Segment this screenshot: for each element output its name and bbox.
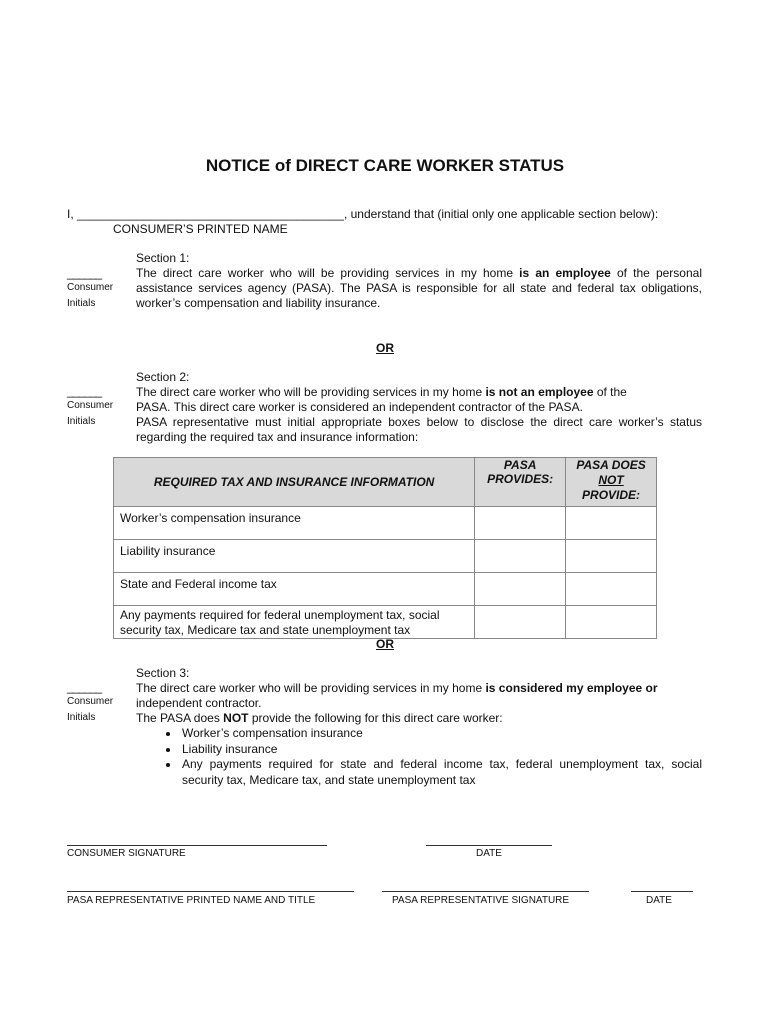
section1-text xyxy=(136,266,702,311)
initials-line[interactable]: ______ xyxy=(67,384,102,398)
section1-text-a: The direct care worker who will be providing services in my home xyxy=(136,266,520,280)
section3-bullet-list xyxy=(136,726,702,788)
initials-label-consumer: Consumer xyxy=(67,696,114,707)
or-label-1: OR xyxy=(376,341,394,355)
tax-insurance-table xyxy=(113,457,657,639)
initials-line[interactable]: ______ xyxy=(67,680,102,694)
intro-line xyxy=(67,207,658,221)
provides-box[interactable] xyxy=(475,573,566,606)
section3-line2-a: The PASA does xyxy=(136,711,224,725)
section2-bold: is not an employee xyxy=(485,385,594,399)
header-not-line2: NOT xyxy=(598,473,624,487)
section2-text xyxy=(136,385,702,445)
date1-label: DATE xyxy=(476,848,502,859)
section3-line2-bold: NOT xyxy=(223,711,249,725)
section1-bold: is an employee xyxy=(519,266,611,280)
section3-line2-b: provide the following for this direct care worker: xyxy=(248,711,503,725)
section1-heading: Section 1: xyxy=(136,251,190,265)
initials-label-consumer: Consumer xyxy=(67,400,114,411)
pasa-rep-signature-label: PASA REPRESENTATIVE SIGNATURE xyxy=(392,895,570,906)
section2-para1 xyxy=(136,385,656,415)
intro-suffix: , understand that (initial only one applicable section below): xyxy=(343,207,659,221)
row-label: Worker’s compensation insurance xyxy=(114,507,475,540)
section2-text-a: The direct care worker who will be providing services in my home xyxy=(136,385,486,399)
initials-label-consumer: Consumer xyxy=(67,282,114,293)
provides-box[interactable] xyxy=(475,606,566,639)
section2-text-b: of the PASA. This direct care worker is considered an independent contractor of the PASA. xyxy=(136,385,627,414)
list-item: • Liability insurance xyxy=(180,742,702,758)
provides-box[interactable] xyxy=(475,507,566,540)
header-pasa-does-not-provide xyxy=(566,458,657,507)
section3-initials[interactable] xyxy=(67,680,127,726)
initials-label-initials: Initials xyxy=(67,712,96,723)
section3-text-b: independent contractor. xyxy=(136,696,262,710)
table-row xyxy=(114,507,657,540)
initials-label-initials: Initials xyxy=(67,416,96,427)
pasa-rep-signature-line[interactable] xyxy=(382,891,589,892)
not-provide-box[interactable] xyxy=(566,606,657,639)
section2-initials[interactable] xyxy=(67,384,127,430)
row-label: Any payments required for federal unemployment tax, social security tax, Medicare tax and state unemployment tax xyxy=(114,606,475,639)
section3-para1 xyxy=(136,681,702,711)
table-row xyxy=(114,573,657,606)
section2-para2: PASA representative must initial appropriate boxes below to disclose the direct care worker’s status regarding the required tax and insurance information: xyxy=(136,415,702,444)
not-provide-box[interactable] xyxy=(566,540,657,573)
intro-prefix: I, xyxy=(67,207,78,221)
row-label: Liability insurance xyxy=(114,540,475,573)
header-not-line1: PASA DOES xyxy=(576,458,646,472)
initials-label-initials: Initials xyxy=(67,298,96,309)
consumer-printed-name-label: CONSUMER’S PRINTED NAME xyxy=(113,222,288,236)
date2-label: DATE xyxy=(646,895,672,906)
list-item: • Worker’s compensation insurance xyxy=(180,726,702,742)
or-label-2: OR xyxy=(376,637,394,651)
row-label: State and Federal income tax xyxy=(114,573,475,606)
list-item: • Any payments required for state and federal income tax, federal unemployment tax, social security tax, Medicare tax, and state unemployment tax xyxy=(180,757,702,788)
section2-heading: Section 2: xyxy=(136,370,190,384)
section3-text-a: The direct care worker who will be providing services in my home xyxy=(136,681,486,695)
table-row xyxy=(114,606,657,639)
section1-initials[interactable] xyxy=(67,266,127,312)
provides-box[interactable] xyxy=(475,540,566,573)
not-provide-box[interactable] xyxy=(566,573,657,606)
date2-line[interactable] xyxy=(631,891,693,892)
date1-line[interactable] xyxy=(426,845,552,846)
consumer-name-blank[interactable]: ________________________________________ xyxy=(77,207,344,221)
section3-heading: Section 3: xyxy=(136,666,190,680)
consumer-signature-label: CONSUMER SIGNATURE xyxy=(67,848,186,859)
section1-text-b: of the personal assistance services agency (PASA). The PASA is responsible for all state and federal tax obligations, worker’s compensation and liability insurance. xyxy=(136,266,702,310)
not-provide-box[interactable] xyxy=(566,507,657,540)
table-header-row xyxy=(114,458,657,507)
header-not-line3: PROVIDE: xyxy=(582,488,641,502)
header-pasa-provides: PASA PROVIDES: xyxy=(475,458,566,507)
page-title: NOTICE of DIRECT CARE WORKER STATUS xyxy=(205,156,565,175)
table-row xyxy=(114,540,657,573)
section3-bold: is considered my employee or xyxy=(485,681,658,695)
initials-line[interactable]: ______ xyxy=(67,266,102,280)
pasa-rep-name-label: PASA REPRESENTATIVE PRINTED NAME AND TITLE xyxy=(67,895,316,906)
consumer-signature-line[interactable] xyxy=(67,845,327,846)
pasa-rep-name-line[interactable] xyxy=(67,891,354,892)
section3-para2 xyxy=(136,711,702,726)
section3-text xyxy=(136,681,702,788)
header-required-info: REQUIRED TAX AND INSURANCE INFORMATION xyxy=(114,458,475,507)
